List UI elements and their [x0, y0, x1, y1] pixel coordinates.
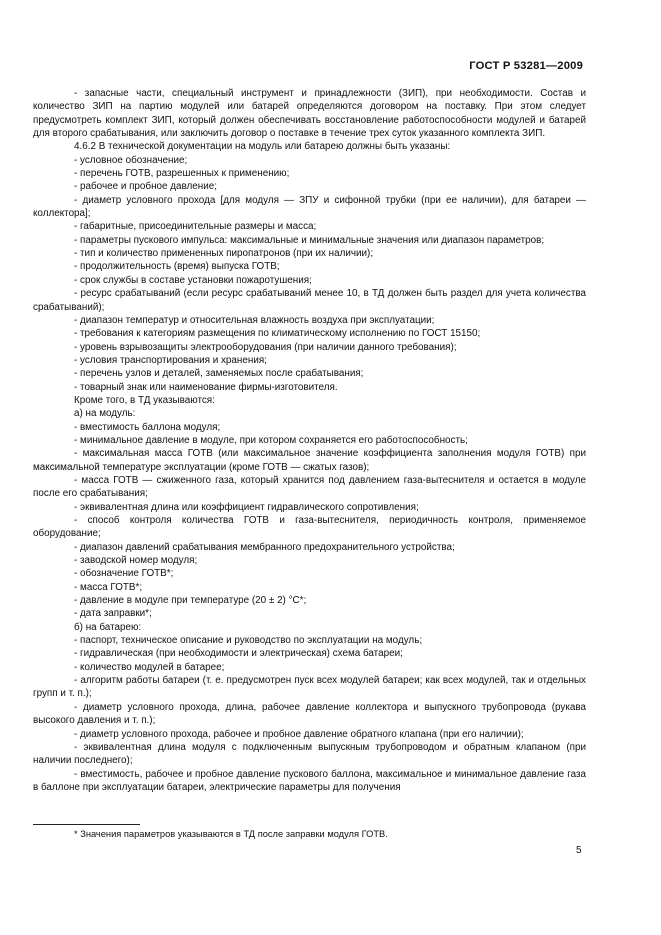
paragraph: - паспорт, техническое описание и руководство по эксплуатации на модуль; [74, 635, 423, 647]
paragraph: - количество модулей в батарее; [74, 661, 225, 673]
document-standard-number: ГОСТ Р 53281—2009 [469, 60, 583, 72]
paragraph: - способ контроля количества ГОТВ и газа-вытеснителя, периодичность контроля, применяемое оборудование; [33, 515, 586, 540]
paragraph: а) на модуль: [74, 408, 136, 420]
paragraph: - рабочее и пробное давление; [74, 181, 217, 193]
paragraph: - заводской номер модуля; [74, 555, 198, 567]
paragraph: - давление в модуле при температуре (20 ± 2) °С*; [74, 595, 307, 607]
paragraph: 4.6.2 В технической документации на модуль или батарею должны быть указаны: [74, 141, 451, 153]
paragraph: - вместимость, рабочее и пробное давление пускового баллона, максимальное и минимальное давление газа в баллоне при эксплуатации батареи, электрические параметры для получения [33, 768, 586, 793]
footnote-divider [33, 824, 140, 825]
footnote: * Значения параметров указываются в ТД после заправки модуля ГОТВ. [74, 829, 388, 839]
paragraph: б) на батарею: [74, 621, 142, 633]
paragraph: - обозначение ГОТВ*; [74, 568, 174, 580]
paragraph: - перечень узлов и деталей, заменяемых после срабатывания; [74, 368, 364, 380]
paragraph: - уровень взрывозащиты электрооборудования (при наличии данного требования); [74, 341, 457, 353]
paragraph: - алгоритм работы батареи (т. е. предусмотрен пуск всех модулей батареи; как всех модулей, так и отдельных групп и т. п.); [33, 675, 586, 700]
paragraph: - минимальное давление в модуле, при котором сохраняется его работоспособность; [74, 434, 468, 446]
paragraph: - масса ГОТВ — сжиженного газа, который хранится под давлением газа-вытеснителя и остается в модуле после его срабатывания; [33, 474, 586, 500]
paragraph: - товарный знак или наименование фирмы-изготовителя. [74, 381, 338, 393]
paragraph: - гидравлическая (при необходимости и электрическая) схема батареи; [74, 648, 403, 660]
paragraph: - диаметр условного прохода, длина, рабочее давление коллектора и выпускного трубопровода (рукава высокого давления и т. п.); [33, 701, 586, 727]
paragraph: - продолжительность (время) выпуска ГОТВ; [74, 261, 280, 273]
document-body [33, 87, 586, 794]
paragraph: - ресурс срабатываний (если ресурс срабатываний менее 10, в ТД должен быть раздел для учета количества срабатываний); [33, 288, 586, 313]
paragraph: - диапазон давлений срабатывания мембранного предохранительного устройства; [74, 541, 455, 553]
paragraph: - эквивалентная длина или коэффициент гидравлического сопротивления; [74, 501, 419, 513]
paragraph: - срок службы в составе установки пожаротушения; [74, 274, 312, 286]
paragraph: - габаритные, присоединительные размеры и масса; [74, 221, 317, 233]
paragraph: - диапазон температур и относительная влажность воздуха при эксплуатации; [74, 314, 435, 326]
page-number: 5 [576, 845, 582, 856]
paragraph: - масса ГОТВ*; [74, 581, 143, 593]
paragraph: - дата заправки*; [74, 608, 152, 620]
paragraph: - диаметр условного прохода [для модуля — ЗПУ и сифонной трубки (при ее наличии), для батареи — коллектора]; [33, 194, 586, 220]
paragraph: - требования к категориям размещения по климатическому исполнению по ГОСТ 15150; [74, 328, 481, 340]
paragraph: - условное обозначение; [74, 154, 188, 166]
paragraph: - вместимость баллона модуля; [74, 421, 221, 433]
paragraph: - тип и количество примененных пиропатронов (при их наличии); [74, 248, 374, 260]
paragraph: - параметры пускового импульса: максимальные и минимальные значения или диапазон параметров; [74, 234, 545, 246]
paragraph: Кроме того, в ТД указываются: [74, 394, 215, 406]
paragraph: - перечень ГОТВ, разрешенных к применению; [74, 168, 290, 180]
paragraph: - условия транспортирования и хранения; [74, 354, 267, 366]
paragraph: - запасные части, специальный инструмент и принадлежности (ЗИП), при необходимости. Состав и количество ЗИП на партию модулей или батарей определяются договором на поставку. При этом следует предусмотреть комплект ЗИП, который должен обеспечивать восстановление работоспособности модулей и батарей для второго срабатывания, или заключить договор о поставке в течение трех суток указанного комплекта ЗИП. [33, 88, 586, 140]
paragraph: - диаметр условного прохода, рабочее и пробное давление обратного клапана (при его наличии); [74, 728, 524, 740]
paragraph: - эквивалентная длина модуля с подключенным выпускным трубопроводом и обратным клапаном (при наличии последнего); [33, 741, 586, 767]
paragraph: - максимальная масса ГОТВ (или максимальное значение коэффициента заполнения модуля ГОТВ) при максимальной температуре эксплуатации (кроме ГОТВ — сжатых газов); [33, 448, 586, 473]
